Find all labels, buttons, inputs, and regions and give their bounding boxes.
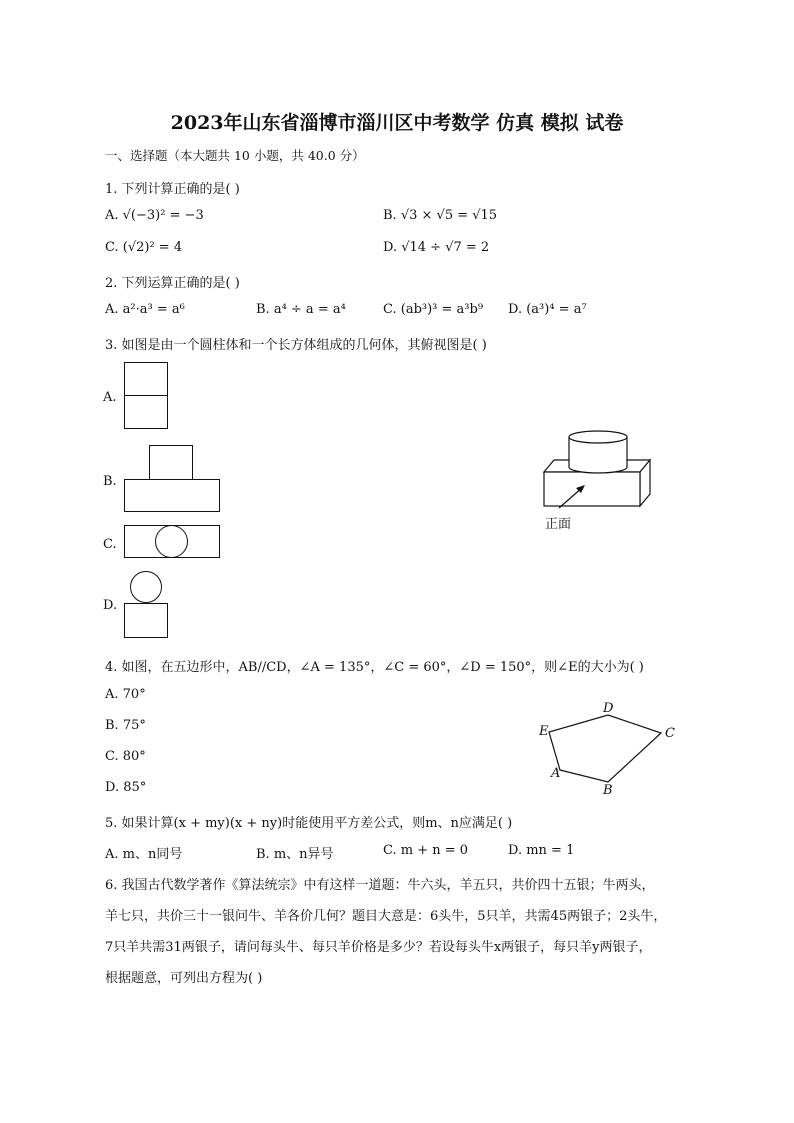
- section-heading: 一、选择题（本大题共 10 小题，共 40.0 分）: [105, 148, 365, 163]
- q3-d-rect: [124, 603, 168, 638]
- q1-option-c: C. (√2)² = 4: [105, 240, 183, 255]
- q3-b-lower-rect: [124, 479, 220, 512]
- q3-option-b: B.: [103, 474, 117, 489]
- q5-stem: 5. 如果计算(x + my)(x + ny)时能使用平方差公式，则m、n应满足( ): [105, 816, 513, 831]
- q2-option-a: A. a²·a³ = a⁶: [105, 302, 185, 317]
- q4-vertex-e: E: [539, 724, 549, 739]
- q3-option-c: C.: [103, 537, 117, 552]
- q1-option-b: B. √3 × √5 = √15: [383, 208, 498, 223]
- q2-option-c: C. (ab³)³ = a³b⁹: [383, 302, 484, 317]
- q4-vertex-d: D: [603, 701, 614, 716]
- q2-stem: 2. 下列运算正确的是( ): [105, 276, 240, 291]
- q5-option-b: B. m、n异号: [256, 847, 334, 862]
- q4-vertex-c: C: [665, 726, 675, 741]
- q4-vertex-a: A: [551, 766, 561, 781]
- q4-stem: 4. 如图，在五边形中，AB//CD，∠A = 135°，∠C = 60°，∠D = 150°，则∠E的大小为( ): [105, 660, 644, 675]
- box-front-face: [544, 472, 640, 506]
- q6-line-2: 羊七只，共价三十一银问牛、羊各价几何？题目大意是：6头牛，5只羊，共需45两银子；2头牛，: [105, 909, 667, 924]
- q6-line-1: 6. 我国古代数学著作《算法统宗》中有这样一道题：牛六头，羊五只，共价四十五银；牛两头，: [105, 878, 655, 893]
- q4-option-b: B. 75°: [105, 718, 146, 733]
- q6-line-3: 7只羊共需31两银子，请问每头牛、每只羊价格是多少？若设每头牛x两银子，每只羊y两银子，: [105, 940, 652, 955]
- q4-vertex-b: B: [603, 783, 613, 798]
- q3-option-d: D.: [103, 598, 118, 613]
- q5-option-d: D. mn = 1: [508, 843, 575, 858]
- q1-option-d: D. √14 ÷ √7 = 2: [383, 240, 490, 255]
- q6-line-4: 根据题意，可列出方程为( ): [105, 971, 263, 986]
- q1-stem: 1. 下列计算正确的是( ): [105, 182, 240, 197]
- q3-c-circle: [155, 525, 188, 558]
- q3-a-divider: [124, 395, 168, 396]
- cylinder-top: [569, 431, 627, 443]
- q3-d-circle: [130, 571, 162, 603]
- page-title: 2023年山东省淄博市淄川区中考数学 仿真 模拟 试卷: [170, 112, 624, 134]
- q3-front-label: 正面: [545, 517, 572, 532]
- q2-option-b: B. a⁴ ÷ a = a⁴: [256, 302, 346, 317]
- q3-stem: 3. 如图是由一个圆柱体和一个长方体组成的几何体，其俯视图是( ): [105, 338, 487, 353]
- q3-b-upper-rect: [149, 445, 193, 480]
- q4-option-d: D. 85°: [105, 780, 147, 795]
- q1-option-a: A. √(−3)² = −3: [105, 208, 204, 223]
- q4-option-c: C. 80°: [105, 749, 146, 764]
- q2-option-d: D. (a³)⁴ = a⁷: [508, 302, 587, 317]
- q3-option-a: A.: [103, 390, 117, 405]
- q5-option-c: C. m + n = 0: [383, 843, 469, 858]
- q4-option-a: A. 70°: [105, 687, 146, 702]
- q5-option-a: A. m、n同号: [105, 847, 183, 862]
